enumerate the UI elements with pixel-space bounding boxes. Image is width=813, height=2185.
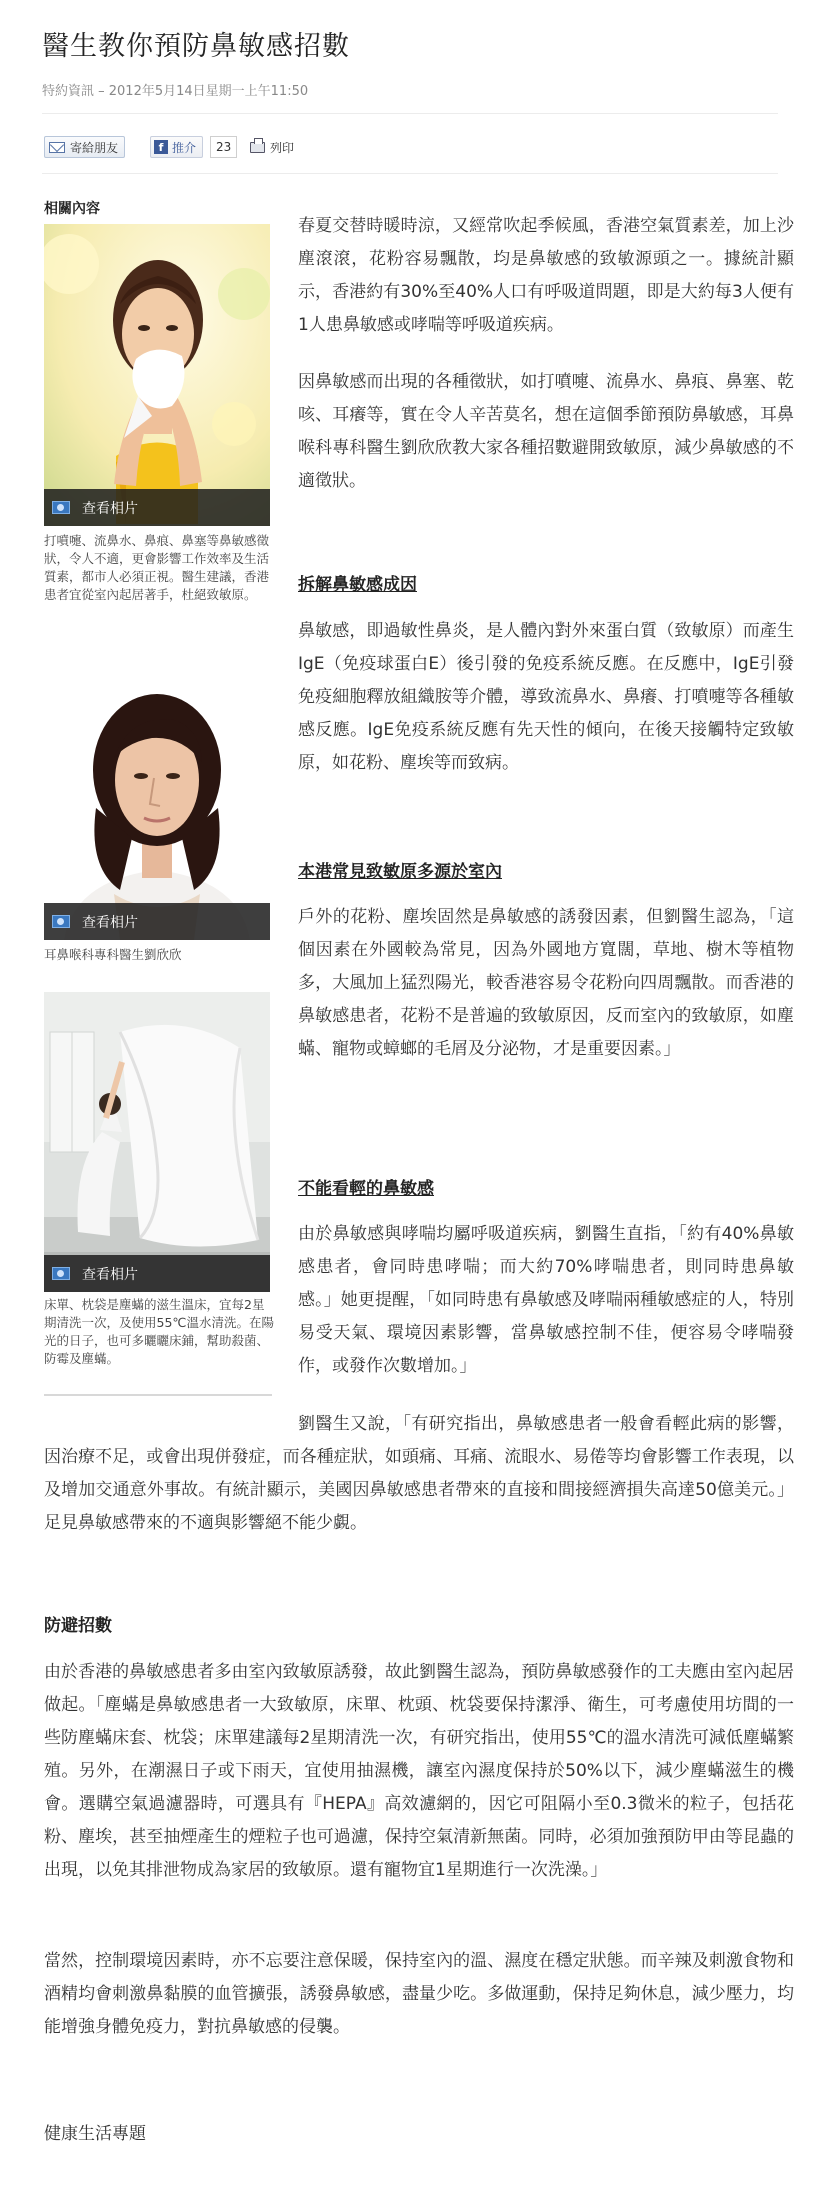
- view-photo-label: 查看相片: [82, 500, 138, 517]
- view-photo-bar[interactable]: [44, 489, 270, 526]
- camera-icon: [52, 501, 70, 514]
- footer-topic-label[interactable]: 健康生活專題: [44, 2124, 146, 2144]
- envelope-icon: [49, 142, 65, 153]
- article-meta: 特約資訊 – 2012年5月14日星期一上午11:50: [42, 84, 309, 99]
- article-title: 醫生教你預防鼻敏感招數: [42, 31, 350, 62]
- doctor-portrait-image: [44, 658, 270, 940]
- photo-caption: 打噴嚏、流鼻水、鼻痕、鼻塞等鼻敏感徵狀，令人不適，更會影響工作效率及生活質素，都市人必須正視。醫生建議，香港患者宜從室內起居著手，杜絕致敏原。: [44, 533, 270, 602]
- bedsheet-image: [44, 992, 270, 1292]
- photo-sneezing-woman[interactable]: [44, 224, 270, 526]
- article-paragraph: 戶外的花粉、塵埃固然是鼻敏感的誘發因素，但劉醫生認為，「這個因素在外國較為常見，因為外國地方寬闊，草地、樹木等植物多，大風加上猛烈陽光，較香港容易令花粉向四周飄散。而香港的鼻敏感患者，花粉不是普遍的致敏原因，反而室內的致敏原，如塵蟎、寵物或蟑螂的毛屑及分泌物，才是重要因素。」: [298, 907, 794, 1059]
- print-button[interactable]: [248, 136, 296, 158]
- section-heading: 不能看輕的鼻敏感: [298, 1179, 434, 1199]
- divider: [42, 173, 778, 174]
- article-paragraph: 當然，控制環境因素時，亦不忘要注意保暖，保持室內的溫、濕度在穩定狀態。而辛辣及刺激食物和酒精均會刺激鼻黏膜的血管擴張，誘發鼻敏感，盡量少吃。多做運動，保持足夠休息，減少壓力，均能增強身體免疫力，對抗鼻敏感的侵襲。: [44, 1951, 794, 2037]
- sidebar-divider: [44, 1394, 272, 1396]
- facebook-like-label: 推介: [172, 140, 197, 155]
- print-label: 列印: [270, 140, 295, 155]
- email-friend-label: 寄給朋友: [70, 140, 119, 155]
- article-paragraph: 鼻敏感，即過敏性鼻炎，是人體內對外來蛋白質（致敏原）而產生IgE（免疫球蛋白E）後引發的免疫系統反應。在反應中，IgE引發免疫細胞釋放組織胺等介體，導致流鼻水、鼻癢、打噴嚏等各種敏感反應。IgE免疫系統反應有先天性的傾向，在後天接觸特定致敏原，如花粉、塵埃等而致病。: [298, 621, 794, 773]
- view-photo-label: 查看相片: [82, 914, 138, 931]
- related-content-heading: 相關內容: [44, 201, 100, 217]
- article-paragraph: 因鼻敏感而出現的各種徵狀，如打噴嚏、流鼻水、鼻痕、鼻塞、乾咳、耳癢等，實在令人辛苦莫名，想在這個季節預防鼻敏感，耳鼻喉科專科醫生劉欣欣教大家各種招數避開致敏原，減少鼻敏感的不適徵狀。: [298, 372, 794, 491]
- facebook-like-count: 23: [210, 136, 237, 158]
- photo-doctor[interactable]: [44, 658, 270, 940]
- article-paragraph: 由於香港的鼻敏感患者多由室內致敏原誘發，故此劉醫生認為，預防鼻敏感發作的工夫應由室內起居做起。「塵蟎是鼻敏感患者一大致敏原，床單、枕頭、枕袋要保持潔淨、衛生，可考慮使用坊間的一些防塵蟎床套、枕袋；床單建議每2星期清洗一次，有研究指出，使用55℃的溫水清洗可減低塵蟎繁殖。另外，在潮濕日子或下雨天，宜使用抽濕機，讓室內濕度保持於50%以下，減少塵蟎滋生的機會。選購空氣過濾器時，可選具有『HEPA』高效濾網的，因它可阻隔小至0.3微米的粒子，包括花粉、塵埃，甚至抽煙產生的煙粒子也可過濾，保持空氣清新無菌。同時，必須加強預防甲由等昆蟲的出現，以免其排泄物成為家居的致敏原。還有寵物宜1星期進行一次洗澡。」: [44, 1662, 794, 1880]
- view-photo-bar[interactable]: [44, 903, 270, 940]
- view-photo-label: 查看相片: [82, 1266, 138, 1283]
- printer-icon: [250, 142, 265, 153]
- photo-bedsheet[interactable]: [44, 992, 270, 1292]
- camera-icon: [52, 1267, 70, 1280]
- photo-caption: 耳鼻喉科專科醫生劉欣欣: [44, 947, 182, 962]
- section-heading: 本港常見致敏原多源於室內: [298, 862, 502, 882]
- divider: [42, 113, 778, 114]
- view-photo-bar[interactable]: [44, 1255, 270, 1292]
- article-paragraph: 劉醫生又說，「有研究指出，鼻敏感患者一般會看輕此病的影響，因治療不足，或會出現併發症，而各種症狀，如頭痛、耳痛、流眼水、易倦等均會影響工作表現，以及增加交通意外事故。有統計顯示，美國因鼻敏感患者帶來的直接和間接經濟損失高達50億美元。」足見鼻敏感帶來的不適與影響絕不能少覷。: [44, 1414, 794, 1533]
- article-paragraph: 春夏交替時暖時涼，又經常吹起季候風，香港空氣質素差，加上沙塵滾滾，花粉容易飄散，均是鼻敏感的致敏源頭之一。據統計顯示，香港約有30%至40%人口有呼吸道問題，即是大約每3人便有1人患鼻敏感或哮喘等呼吸道疾病。: [298, 216, 794, 335]
- facebook-like-button[interactable]: [150, 136, 203, 158]
- camera-icon: [52, 915, 70, 928]
- article-paragraph: 由於鼻敏感與哮喘均屬呼吸道疾病，劉醫生直指，「約有40%鼻敏感患者，會同時患哮喘；而大約70%哮喘患者，則同時患鼻敏感。」她更提醒，「如同時患有鼻敏感及哮喘兩種敏感症的人，特別易受天氣、環境因素影響，當鼻敏感控制不佳，便容易令哮喘發作，或發作次數增加。」: [298, 1224, 794, 1376]
- email-friend-button[interactable]: [44, 136, 125, 158]
- sneezing-woman-image: [44, 224, 270, 526]
- section-heading: 拆解鼻敏感成因: [298, 575, 417, 595]
- facebook-icon: f: [154, 140, 168, 154]
- photo-caption: 床單、枕袋是塵蟎的滋生溫床，宜每2星期清洗一次，及使用55℃溫水清洗。在陽光的日子，也可多曬曬床鋪，幫助殺菌、防霉及塵蟎。: [44, 1297, 274, 1366]
- section-heading: 防避招數: [44, 1616, 112, 1636]
